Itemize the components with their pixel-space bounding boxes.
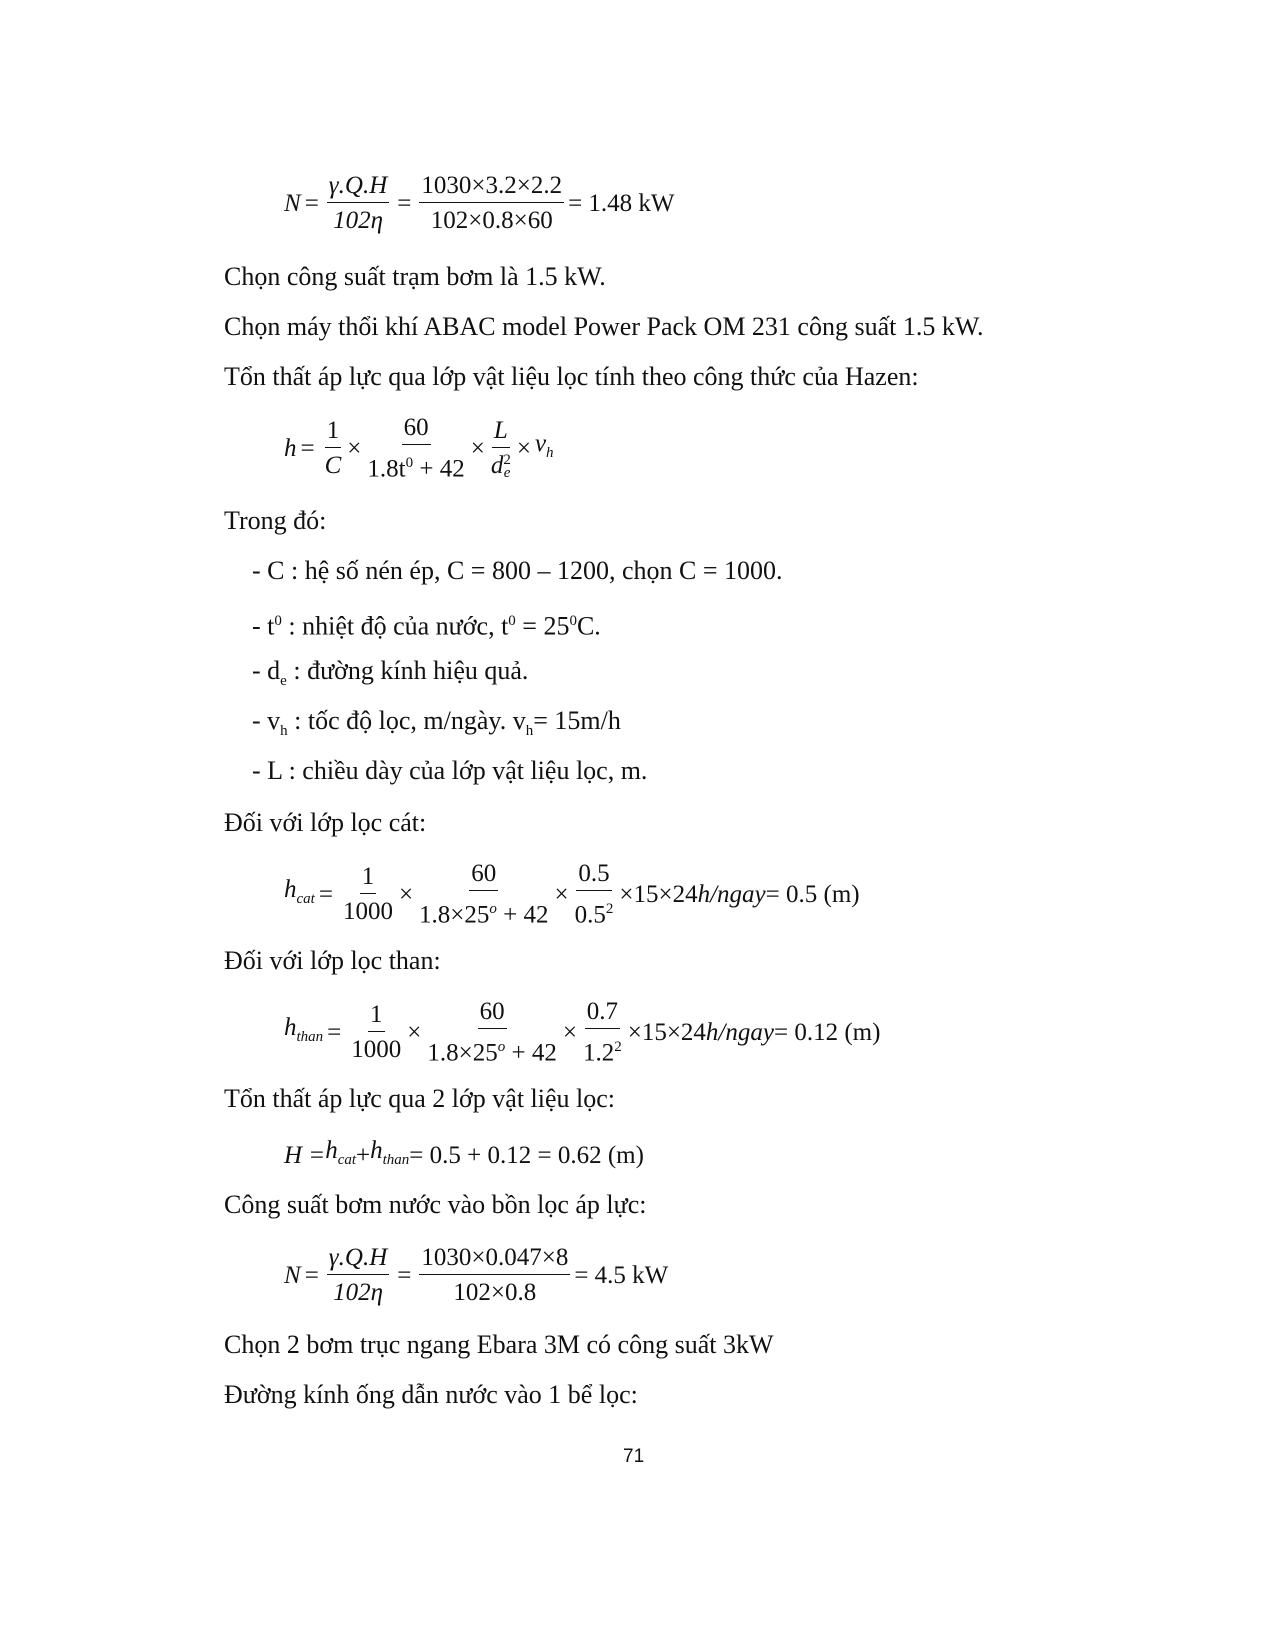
- superscript: o: [489, 901, 497, 917]
- slash: /: [718, 1018, 726, 1046]
- numerator: 1030×0.047×8: [419, 1244, 570, 1275]
- eq-result: = 0.5 (m): [765, 880, 860, 908]
- subscript: e: [503, 465, 511, 482]
- subscript: cat: [337, 1152, 357, 1168]
- eq-lhs: h: [284, 434, 297, 462]
- eq-result: = 0.12 (m): [773, 1018, 881, 1046]
- eq-result: = 0.5 + 0.12 = 0.62 (m): [409, 1141, 644, 1169]
- numerator: γ.Q.H: [328, 172, 388, 199]
- page-number: 71: [623, 1446, 645, 1467]
- unit-ngay: ngay: [717, 880, 766, 908]
- numerator: 1: [325, 417, 342, 448]
- eq-lhs: N: [284, 189, 301, 217]
- fraction-numeric: [419, 1244, 570, 1307]
- numerator: 0.5: [576, 860, 611, 891]
- denominator: 102η: [333, 207, 383, 234]
- fraction-symbolic: [327, 172, 389, 235]
- numerator: 1: [368, 1001, 385, 1032]
- numerator: 0.7: [585, 998, 620, 1029]
- subscript: cat: [296, 891, 315, 908]
- superscript: 2: [503, 452, 511, 469]
- subscript: than: [382, 1152, 410, 1168]
- numerator: 1: [360, 863, 377, 894]
- denominator: 1.8×25: [427, 1039, 498, 1067]
- numerator: γ.Q.H: [328, 1244, 388, 1271]
- fraction-symbolic: [327, 1244, 389, 1307]
- paragraph-pump-power: Công suất bơm nước vào bồn lọc áp lực:: [224, 1190, 647, 1219]
- equation-water-pump-power: N = $\frac{\gamma.Q.H}{102\eta}$ = $\frac{1030\times 0.047\times 8}{102\times 0.8}$ = 4.5 kW: [284, 1244, 669, 1306]
- denominator-tail: + 42: [413, 455, 465, 483]
- equation-sand-headloss: $h_{cat}$ = $\frac{1}{1000}$ × $\frac{60}{1.8\times 25^o + 42}$ × $\frac{0.5}{0.5^2}$ ×15×24 h / ngay = 0.5 (m): [284, 860, 860, 929]
- fraction-1-over-1000: [341, 863, 395, 926]
- where-item-de: - $d_e$ : đường kính hiệu quả.: [252, 656, 529, 690]
- eq-lhs: h: [284, 876, 297, 904]
- superscript: 0: [405, 455, 414, 471]
- superscript: o: [497, 1039, 506, 1055]
- numerator: L: [493, 417, 508, 445]
- numerator: 60: [478, 998, 507, 1029]
- denominator: 1000: [342, 898, 393, 926]
- denominator: 1000: [351, 1036, 402, 1064]
- paragraph-blower-choice: Chọn máy thổi khí ABAC model Power Pack OM 231 công suất 1.5 kW.: [224, 312, 984, 341]
- eq-result: = 1.48 kW: [568, 189, 675, 217]
- fraction-1-over-c: [323, 417, 344, 480]
- denominator: 102η: [333, 1279, 383, 1306]
- paragraph-pump-choice: Chọn công suất trạm bơm là 1.5 kW.: [224, 262, 606, 291]
- denominator: 0.5: [574, 901, 606, 929]
- eq-result: = 4.5 kW: [574, 1261, 669, 1289]
- numerator: 60: [402, 414, 431, 445]
- denominator: 102×0.8×60: [430, 207, 553, 234]
- fraction-temperature: [425, 998, 558, 1067]
- denominator: 102×0.8: [453, 1279, 537, 1306]
- unit-h: h: [697, 880, 711, 908]
- equation-total-headloss: [284, 1136, 644, 1175]
- paragraph-total-headloss: Tổn thất áp lực qua 2 lớp vật liệu lọc:: [224, 1084, 616, 1113]
- denominator-tail: + 42: [496, 901, 549, 929]
- numerator: 60: [469, 860, 498, 891]
- superscript: 2: [614, 1039, 622, 1055]
- paragraph-sand-layer: Đối với lớp lọc cát:: [224, 808, 427, 837]
- where-label: Trong đó:: [224, 506, 327, 535]
- where-item-c: - C : hệ số nén ép, C = 800 – 1200, chọn C = 1000.: [252, 556, 783, 585]
- multiplier: ×15×24: [619, 880, 698, 908]
- superscript: 2: [605, 901, 614, 917]
- where-item-vh: - $v_h$ : tốc độ lọc, m/ngày. $v_h= 15m/h$: [252, 706, 621, 740]
- denominator: d: [490, 452, 504, 480]
- paragraph-pump-choice-ebara: Chọn 2 bơm trục ngang Ebara 3M có công suất 3kW: [224, 1330, 774, 1359]
- subscript: than: [296, 1029, 324, 1046]
- unit-ngay: ngay: [725, 1018, 774, 1046]
- eq-lhs: N: [284, 1261, 301, 1289]
- denominator: C: [324, 452, 342, 480]
- fraction-length-diameter: [489, 417, 513, 480]
- velocity-symbol: v: [534, 430, 547, 458]
- fraction-length-diameter: [581, 998, 624, 1067]
- equation-hazen: h = $\frac{1}{C}$ × $\frac{60}{1.8t^0 + 42}$ × L d 2 e × $v_h$: [284, 414, 554, 483]
- fraction-numeric: [419, 172, 564, 235]
- subscript: h: [546, 445, 554, 462]
- eq-lhs: h: [284, 1014, 297, 1042]
- fraction-temperature: [417, 860, 550, 929]
- fraction-1-over-1000: [349, 1001, 403, 1064]
- denominator-tail: + 42: [505, 1039, 557, 1067]
- denominator: 1.8t: [367, 455, 406, 483]
- denominator: 1.8×25: [419, 901, 490, 929]
- where-item-t: - $t^0$ : nhiệt độ của nước, $t^0 = 25^0C$.: [252, 611, 601, 641]
- multiplier: ×15×24: [627, 1018, 706, 1046]
- eq-lhs: H =: [284, 1141, 326, 1169]
- paragraph-coal-layer: Đối với lớp lọc than:: [224, 946, 441, 975]
- unit-h: h: [705, 1018, 719, 1046]
- equation-coal-headloss: $h_{than}$ = $\frac{1}{1000}$ × $\frac{60}{1.8\times 25^o + 42}$ × $\frac{0.7}{1.2^2}$ ×15×24 h / ngay = 0.12 (m): [284, 998, 881, 1067]
- plus: +: [356, 1141, 371, 1169]
- term-h-cat: h: [325, 1137, 338, 1164]
- equation-air-blower-power: N = $\frac{\gamma.Q.H}{102\eta}$ = $\frac{1030\times 3.2\times 2.2}{102\times 0.8\times 60}$ = 1.48 kW: [284, 172, 675, 234]
- numerator: 1030×3.2×2.2: [419, 172, 564, 203]
- slash: /: [710, 880, 718, 908]
- denominator: 1.2: [582, 1039, 615, 1067]
- term-h-than: h: [370, 1137, 383, 1164]
- where-item-l: - L : chiều dày của lớp vật liệu lọc, m.: [252, 756, 648, 785]
- paragraph-pipe-diameter: Đường kính ống dẫn nước vào 1 bể lọc:: [224, 1380, 638, 1409]
- fraction-temperature: [365, 414, 466, 483]
- fraction-length-diameter: [573, 860, 616, 929]
- paragraph-hazen-intro: Tổn thất áp lực qua lớp vật liệu lọc tính theo công thức của Hazen:: [224, 362, 919, 391]
